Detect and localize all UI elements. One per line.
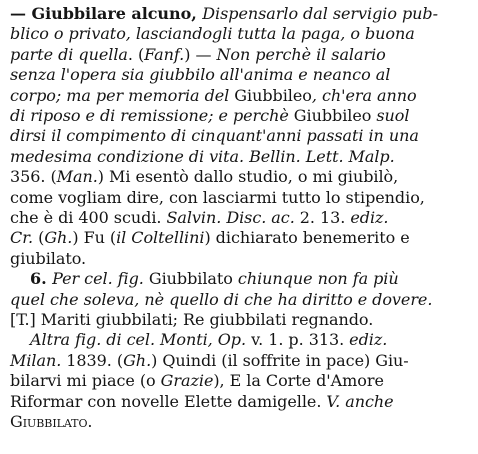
text-segment: Altra fig. di cel. Monti, Op. <box>30 330 247 350</box>
text-segment: senza l'opera sia giubbilo all'anima e neanco al <box>10 65 391 85</box>
text-line <box>30 269 399 288</box>
text-segment: ) Mi esentò dallo studio, o mi giubilò, <box>97 167 399 187</box>
text-line <box>10 4 438 23</box>
text-line <box>10 310 373 329</box>
text-segment: Dispensarlo dal servigio pub- <box>202 4 438 23</box>
text-segment: V. anche <box>326 391 394 411</box>
text-segment: Salvin. Disc. ac. <box>166 208 295 227</box>
text-segment: Fanf. <box>144 44 185 64</box>
text-segment: ) Fu ( <box>72 228 117 248</box>
text-segment: Per cel. fig. <box>52 269 144 289</box>
text-line <box>10 249 86 268</box>
text-segment: blico o privato, lasciandogli tutta la paga, o buona <box>10 24 415 44</box>
text-line <box>10 147 395 166</box>
text-segment: , ch'era anno <box>311 85 417 105</box>
text-line <box>10 86 417 105</box>
text-segment: Gh. <box>44 228 73 248</box>
text-segment: Milan. <box>10 350 62 370</box>
text-line <box>10 412 92 431</box>
text-segment: ediz. <box>350 208 389 227</box>
text-line <box>10 24 415 43</box>
text-segment: che è di 400 scudi. <box>10 208 167 227</box>
text-segment: 356. ( <box>10 167 57 187</box>
text-line <box>10 65 390 84</box>
text-line <box>10 167 398 186</box>
text-segment: Gh. <box>123 350 152 370</box>
text-segment: [T.] Mariti giubbilati; Re giubbilati regnando. <box>10 310 374 329</box>
text-line <box>10 126 419 145</box>
text-segment: quel che soleva, nè quello di che ha diritto e dovere. <box>10 289 433 309</box>
text-segment: Giubbileo <box>293 106 372 125</box>
text-segment: Giubbilato <box>143 269 238 289</box>
text-line <box>10 45 386 64</box>
text-segment: come vogliam dire, con lasciarmi tutto lo stipendio, <box>10 187 425 207</box>
text-segment: ) Quindi (il soffrite in pace) Giu- <box>151 350 409 370</box>
text-segment: Grazie <box>160 371 214 391</box>
text-segment: 1839. ( <box>61 350 124 370</box>
text-segment: parte di quella <box>10 44 128 64</box>
text-line <box>10 208 388 227</box>
text-segment: ) dichiarato benemerito e <box>204 228 410 248</box>
text-line <box>10 392 394 411</box>
text-segment: suol <box>371 106 410 125</box>
text-segment: 2. 13. <box>294 208 351 227</box>
text-segment: dirsi il compimento di cinquant'anni passati in una <box>10 126 419 146</box>
text-segment: corpo; ma per memoria del <box>10 85 235 105</box>
text-segment: bilarvi mi piace (o <box>10 371 161 391</box>
text-segment: v. 1. p. 313. <box>246 330 350 350</box>
text-segment: di riposo e di remissione; e perchè <box>10 106 294 125</box>
text-line <box>10 351 409 370</box>
text-segment: giubilato. <box>10 248 87 268</box>
text-line <box>10 188 425 207</box>
text-line <box>30 330 387 349</box>
text-line <box>10 106 409 125</box>
text-segment: Cr. <box>10 228 34 248</box>
text-segment: Man. <box>56 167 98 187</box>
text-line <box>10 371 384 390</box>
text-segment: il Coltellini <box>116 228 205 248</box>
text-segment: Non perchè il salario <box>216 44 386 64</box>
text-segment: Giubbileo <box>234 85 312 105</box>
text-segment: 6. <box>30 269 53 289</box>
text-segment: ( <box>33 228 45 248</box>
text-line <box>10 290 432 309</box>
text-segment: . ( <box>127 44 145 64</box>
text-segment: Giubbilato. <box>10 412 93 431</box>
text-segment: ), E la Corte d'Amore <box>213 371 384 391</box>
text-segment: chiunque non fa più <box>237 269 399 289</box>
text-line <box>10 228 410 247</box>
text-segment: ediz. <box>349 330 388 350</box>
text-segment: Riformar con novelle Elette damigelle. <box>10 391 327 411</box>
text-segment: medesima condizione di vita. Bellin. Lett. Malp. <box>10 146 395 166</box>
text-segment: — Giubbilare alcuno, <box>10 4 203 23</box>
text-segment: ) — <box>184 44 217 64</box>
